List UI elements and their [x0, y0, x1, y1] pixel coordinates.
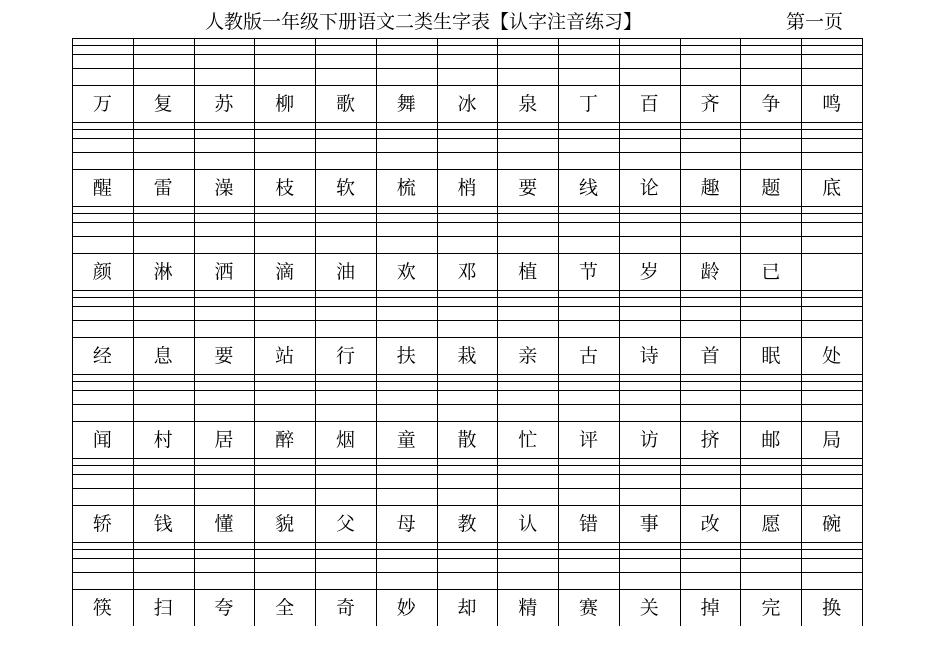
ruled-line	[72, 549, 862, 550]
character-cell: 站	[275, 345, 295, 367]
ruled-line	[72, 474, 862, 475]
character-cell: 母	[396, 513, 416, 535]
character-cell: 精	[518, 597, 538, 619]
character-cell: 访	[639, 429, 659, 451]
ruled-line	[72, 222, 862, 223]
character-cell: 赛	[579, 597, 599, 619]
character-cell: 齐	[700, 93, 720, 115]
character-cell: 植	[518, 261, 538, 283]
character-cell: 复	[153, 93, 173, 115]
column-divider	[315, 38, 316, 626]
character-cell: 柳	[275, 93, 295, 115]
page-number-label: 第一页	[786, 11, 844, 33]
character-cell: 妙	[396, 597, 416, 619]
character-cell: 换	[822, 597, 842, 619]
table-row	[72, 38, 862, 122]
character-cell: 挤	[700, 429, 720, 451]
character-cell: 争	[761, 93, 781, 115]
character-cell: 完	[761, 597, 781, 619]
character-cell: 局	[822, 429, 842, 451]
character-cell: 处	[822, 345, 842, 367]
column-divider	[376, 38, 377, 626]
character-cell: 澡	[214, 177, 234, 199]
character-cell: 亲	[518, 345, 538, 367]
character-cell: 醉	[275, 429, 295, 451]
character-cell: 筷	[92, 597, 112, 619]
page-title: 人教版一年级下册语文二类生字表【认字注音练习】	[205, 11, 643, 33]
table-row	[72, 122, 862, 206]
character-cell: 舞	[396, 93, 416, 115]
character-cell: 经	[92, 345, 112, 367]
ruled-line	[72, 572, 862, 573]
ruled-line	[72, 558, 862, 559]
character-row	[72, 254, 862, 290]
character-cell: 已	[761, 261, 781, 283]
ruled-line	[72, 488, 862, 489]
ruled-line	[72, 68, 862, 69]
character-cell: 村	[153, 429, 173, 451]
character-cell: 评	[579, 429, 599, 451]
pinyin-writing-lines	[72, 374, 862, 422]
ruled-line	[72, 374, 862, 375]
character-cell: 底	[822, 177, 842, 199]
character-cell: 洒	[214, 261, 234, 283]
character-cell: 要	[214, 345, 234, 367]
character-cell: 醒	[92, 177, 112, 199]
ruled-line	[72, 381, 862, 382]
table-row	[72, 458, 862, 542]
ruled-line	[72, 206, 862, 207]
character-cell: 全	[275, 597, 295, 619]
character-cell: 泉	[518, 93, 538, 115]
character-cell: 诗	[639, 345, 659, 367]
character-cell: 滴	[275, 261, 295, 283]
column-divider	[740, 38, 741, 626]
character-row	[72, 86, 862, 122]
column-divider	[497, 38, 498, 626]
character-cell: 居	[214, 429, 234, 451]
character-cell: 息	[153, 345, 173, 367]
character-cell: 愿	[761, 513, 781, 535]
ruled-line	[72, 542, 862, 543]
character-cell: 节	[579, 261, 599, 283]
column-divider	[619, 38, 620, 626]
character-row	[72, 338, 862, 374]
column-divider	[437, 38, 438, 626]
column-divider	[558, 38, 559, 626]
character-cell: 父	[335, 513, 355, 535]
character-cell: 邓	[457, 261, 477, 283]
character-cell: 夸	[214, 597, 234, 619]
character-cell: 岁	[639, 261, 659, 283]
column-divider	[801, 38, 802, 626]
character-cell: 烟	[335, 429, 355, 451]
pinyin-writing-lines	[72, 38, 862, 86]
character-cell: 歌	[335, 93, 355, 115]
character-row	[72, 590, 862, 626]
pinyin-writing-lines	[72, 458, 862, 506]
character-cell: 梢	[457, 177, 477, 199]
character-cell: 轿	[92, 513, 112, 535]
character-cell: 栽	[457, 345, 477, 367]
pinyin-writing-lines	[72, 542, 862, 590]
ruled-line	[72, 297, 862, 298]
character-row	[72, 506, 862, 542]
pinyin-writing-lines	[72, 290, 862, 338]
table-row	[72, 374, 862, 458]
character-cell: 要	[518, 177, 538, 199]
ruled-line	[72, 152, 862, 153]
character-cell: 童	[396, 429, 416, 451]
column-divider	[133, 38, 134, 626]
character-cell: 枝	[275, 177, 295, 199]
character-cell: 邮	[761, 429, 781, 451]
character-cell: 欢	[396, 261, 416, 283]
ruled-line	[72, 458, 862, 459]
ruled-line	[72, 390, 862, 391]
character-cell: 貌	[275, 513, 295, 535]
character-cell: 线	[579, 177, 599, 199]
character-cell: 龄	[700, 261, 720, 283]
ruled-line	[72, 38, 862, 39]
character-cell: 懂	[214, 513, 234, 535]
character-cell: 错	[579, 513, 599, 535]
table-row	[72, 290, 862, 374]
ruled-line	[72, 138, 862, 139]
ruled-line	[72, 290, 862, 291]
character-cell: 闻	[92, 429, 112, 451]
character-cell: 软	[335, 177, 355, 199]
column-divider	[254, 38, 255, 626]
character-cell: 论	[639, 177, 659, 199]
character-cell: 扶	[396, 345, 416, 367]
character-cell: 古	[579, 345, 599, 367]
character-practice-table	[72, 38, 862, 626]
character-cell: 行	[335, 345, 355, 367]
table-row	[72, 542, 862, 626]
character-cell: 眠	[761, 345, 781, 367]
ruled-line	[72, 45, 862, 46]
character-cell: 苏	[214, 93, 234, 115]
ruled-line	[72, 213, 862, 214]
table-row	[72, 206, 862, 290]
character-cell: 淋	[153, 261, 173, 283]
character-cell: 颜	[92, 261, 112, 283]
character-cell: 教	[457, 513, 477, 535]
column-divider	[862, 38, 863, 626]
character-cell: 掉	[700, 597, 720, 619]
character-cell: 散	[457, 429, 477, 451]
character-cell: 百	[639, 93, 659, 115]
pinyin-writing-lines	[72, 122, 862, 170]
character-row	[72, 422, 862, 458]
character-cell: 油	[335, 261, 355, 283]
character-cell: 趣	[700, 177, 720, 199]
character-cell: 丁	[579, 93, 599, 115]
page-header	[0, 8, 950, 36]
ruled-line	[72, 306, 862, 307]
pinyin-writing-lines	[72, 206, 862, 254]
character-cell	[801, 254, 862, 290]
character-cell: 认	[518, 513, 538, 535]
character-cell: 钱	[153, 513, 173, 535]
ruled-line	[72, 465, 862, 466]
column-divider	[194, 38, 195, 626]
character-cell: 忙	[518, 429, 538, 451]
ruled-line	[72, 320, 862, 321]
character-cell: 事	[639, 513, 659, 535]
ruled-line	[72, 54, 862, 55]
character-cell: 改	[700, 513, 720, 535]
character-cell: 首	[700, 345, 720, 367]
character-cell: 关	[639, 597, 659, 619]
character-cell: 题	[761, 177, 781, 199]
character-cell: 鸣	[822, 93, 842, 115]
ruled-line	[72, 236, 862, 237]
column-divider	[680, 38, 681, 626]
character-cell: 冰	[457, 93, 477, 115]
character-cell: 奇	[335, 597, 355, 619]
character-cell: 万	[92, 93, 112, 115]
character-cell: 雷	[153, 177, 173, 199]
character-cell: 却	[457, 597, 477, 619]
character-row	[72, 170, 862, 206]
ruled-line	[72, 404, 862, 405]
character-cell: 碗	[822, 513, 842, 535]
column-divider	[72, 38, 73, 626]
ruled-line	[72, 129, 862, 130]
character-cell: 梳	[396, 177, 416, 199]
character-cell: 扫	[153, 597, 173, 619]
ruled-line	[72, 122, 862, 123]
